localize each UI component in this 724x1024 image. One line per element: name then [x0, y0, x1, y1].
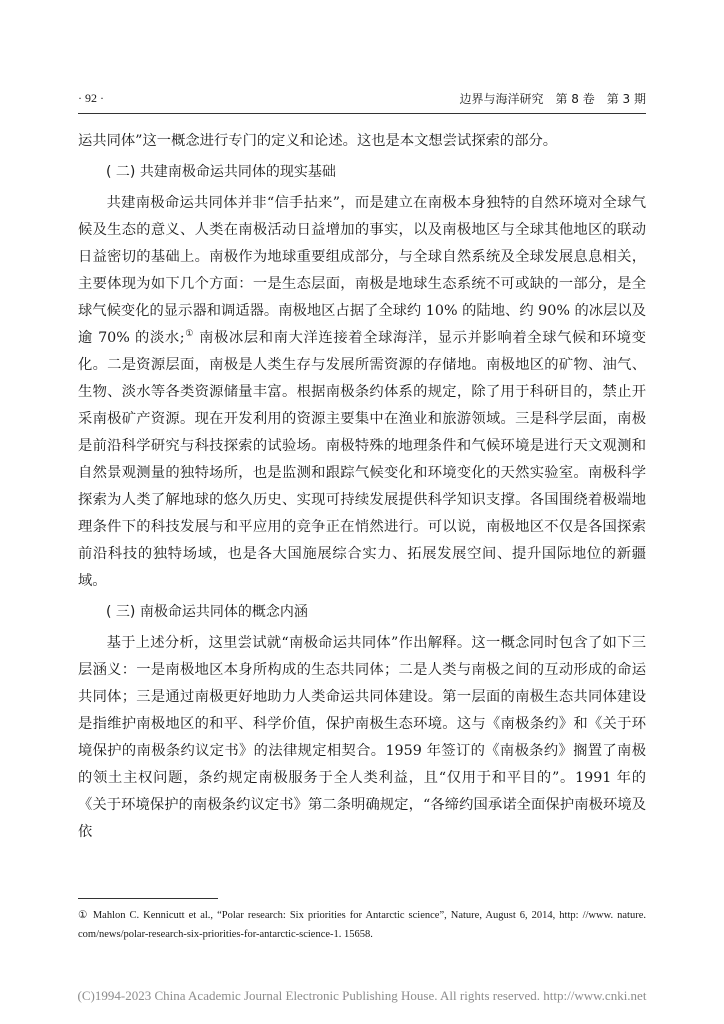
header-rule [78, 113, 646, 114]
running-header [78, 90, 646, 107]
section2-text-a: 共建南极命运共同体并非“信手拈来”，而是建立在南极本身独特的自然环境对全球气候及生态的意义、人类在南极活动日益增加的事实，以及南极地区与全球其他地区的联动日益密切的基础上。南极作为地球重要组成部分，与全球自然系统及全球发展息息相关，主要体现为如下几个方面：一是生态层面，南极是地球生态系统不可或缺的一部分，是全球气候变化的显示器和调适器。南极地区占据了全球约 10% 的陆地、约 90% 的冰层以及逾 70% 的淡水; [78, 195, 646, 346]
page-number: · 92 · [78, 91, 104, 105]
section2-paragraph [78, 190, 646, 595]
journal-title: 边界与海洋研究 第 8 卷 第 3 期 [459, 92, 646, 106]
section2-text-b: 南极冰层和南大洋连接着全球海洋，显示并影响着全球气候和环境变化。二是资源层面，南极是人类生存与发展所需资源的存储地。南极地区的矿物、油气、生物、淡水等各类资源储量丰富。根据南极条约体系的规定，除了用于科研目的，禁止开采南极矿产资源。现在开发利用的资源主要集中在渔业和旅游领域。三是科学层面，南极是前沿科学研究与科技探索的试验场。南极特殊的地理条件和气候环境是进行天文观测和自然景观测量的独特场所，也是监测和跟踪气候变化和环境变化的天然实验室。南极科学探索为人类了解地球的悠久历史、实现可持续发展提供科学知识支撑。各国围绕着极端地理条件下的科技发展与和平应用的竞争正在悄然进行。可以说，南极地区不仅是各国探索前沿科技的独特场域，也是各大国施展综合实力、拓展发展空间、提升国际地位的新疆域。 [78, 330, 646, 589]
copyright-watermark: (C)1994-2023 China Academic Journal Electronic Publishing House. All rights reserved. http://www.cnki.net [77, 988, 647, 1003]
section2-heading: ( 二) 共建南极命运共同体的现实基础 [106, 164, 336, 180]
footnote-ref[interactable]: ① [184, 329, 194, 340]
footnote-text: Mahlon C. Kennicutt et al., “Polar research: Six priorities for Antarctic science”, Nature, August 6, 2014, http: //www. nature. com/news/polar-research-six-priorities-for-antarctic-science-1. 15658. [78, 910, 646, 940]
section3-paragraph: 基于上述分析，这里尝试就“南极命运共同体”作出解释。这一概念同时包含了如下三层涵义：一是南极地区本身所构成的生态共同体；二是人类与南极之间的互动形成的命运共同体；三是通过南极更好地助力人类命运共同体建设。第一层面的南极生态共同体建设是指维护南极地区的和平、科学价值，保护南极生态环境。这与《南极条约》和《关于环境保护的南极条约议定书》的法律规定相契合。1959 年签订的《南极条约》搁置了南极的领土主权问题，条约规定南极服务于全人类利益，且“仅用于和平目的”。1991 年的《关于环境保护的南极条约议定书》第二条明确规定，“各缔约国承诺全面保护南极环境及依 [78, 635, 646, 840]
main-text [78, 128, 646, 846]
footnote-rule [78, 898, 218, 899]
intro-line: 运共同体”这一概念进行专门的定义和论述。这也是本文想尝试探索的部分。 [78, 133, 558, 149]
section3-heading: ( 三) 南极命运共同体的概念内涵 [106, 604, 308, 620]
footnote [78, 906, 646, 944]
footnote-mark: ① [78, 910, 89, 921]
